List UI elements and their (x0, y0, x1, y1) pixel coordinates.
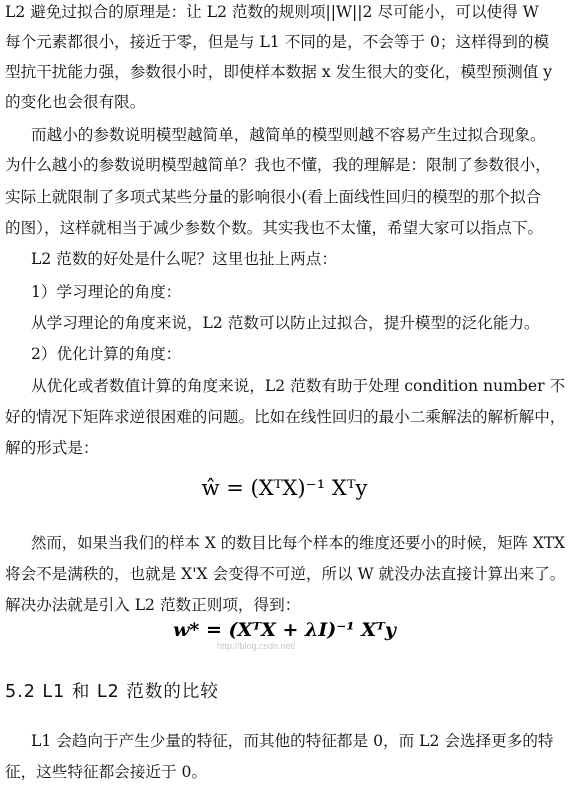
text-line: 将会不是满秩的，也就是 X'X 会变得不可逆，所以 W 就没办法直接计算出来了。 (5, 565, 566, 583)
watermark: http://blog.csdn.net/ (217, 641, 296, 651)
text-line: 为什么越小的参数说明模型越简单？我也不懂，我的理解是：限制了参数很小， (5, 156, 551, 174)
text-line: 型抗干扰能力强，参数很小时，即使样本数据 x 发生很大的变化，模型预测值 y (5, 63, 553, 81)
text-line: 的图），这样就相当于减少参数个数。其实我也不太懂，希望大家可以指点下。 (5, 219, 543, 237)
list-item-learning-theory: 1）学习理论的角度： (31, 283, 182, 301)
paragraph-learning-theory: 从学习理论的角度来说，L2 范数可以防止过拟合，提升模型的泛化能力。 (31, 314, 540, 332)
text-line: 解决办法就是引入 L2 范数正则项，得到： (5, 596, 301, 614)
text-line: L1 会趋向于产生少量的特征，而其他的特征都是 0，而 L2 会选择更多的特 (31, 732, 554, 750)
text-line: 而越小的参数说明模型越简单，越简单的模型则越不容易产生过拟合现象。 (31, 126, 546, 144)
text-line: 从优化或者数值计算的角度来说，L2 范数有助于处理 condition number 不 (31, 377, 566, 395)
section-heading: 5.2 L1 和 L2 范数的比较 (5, 682, 219, 702)
text-line: 实际上就限制了多项式某些分量的影响很小(看上面线性回归的模型的那个拟合 (5, 188, 542, 206)
paragraph-l2-benefits: L2 范数的好处是什么呢？这里也扯上两点： (31, 250, 337, 268)
text-line: 解的形式是： (5, 439, 99, 457)
list-item-optimization: 2）优化计算的角度： (31, 345, 182, 363)
text-line: 的变化也会很有限。 (5, 93, 146, 111)
text-line: 征，这些特征都会接近于 0。 (5, 763, 208, 781)
text-line: 好的情况下矩阵求逆很困难的问题。比如在线性回归的最小二乘解法的解析解中， (5, 408, 566, 426)
formula-least-squares: ŵ = (XᵀX)⁻¹ Xᵀy (201, 476, 368, 500)
formula-ridge: w* = (XᵀX + λI)⁻¹ Xᵀy (173, 619, 396, 641)
text-line: 每个元素都很小，接近于零，但是与 L1 不同的是，不会等于 0；这样得到的模 (5, 33, 550, 51)
text-line: 然而，如果当我们的样本 X 的数目比每个样本的维度还要小的时候，矩阵 XTX (31, 534, 565, 552)
text-line: L2 避免过拟合的原理是：让 L2 范数的规则项||W||2 尽可能小，可以使得 W (5, 3, 539, 21)
